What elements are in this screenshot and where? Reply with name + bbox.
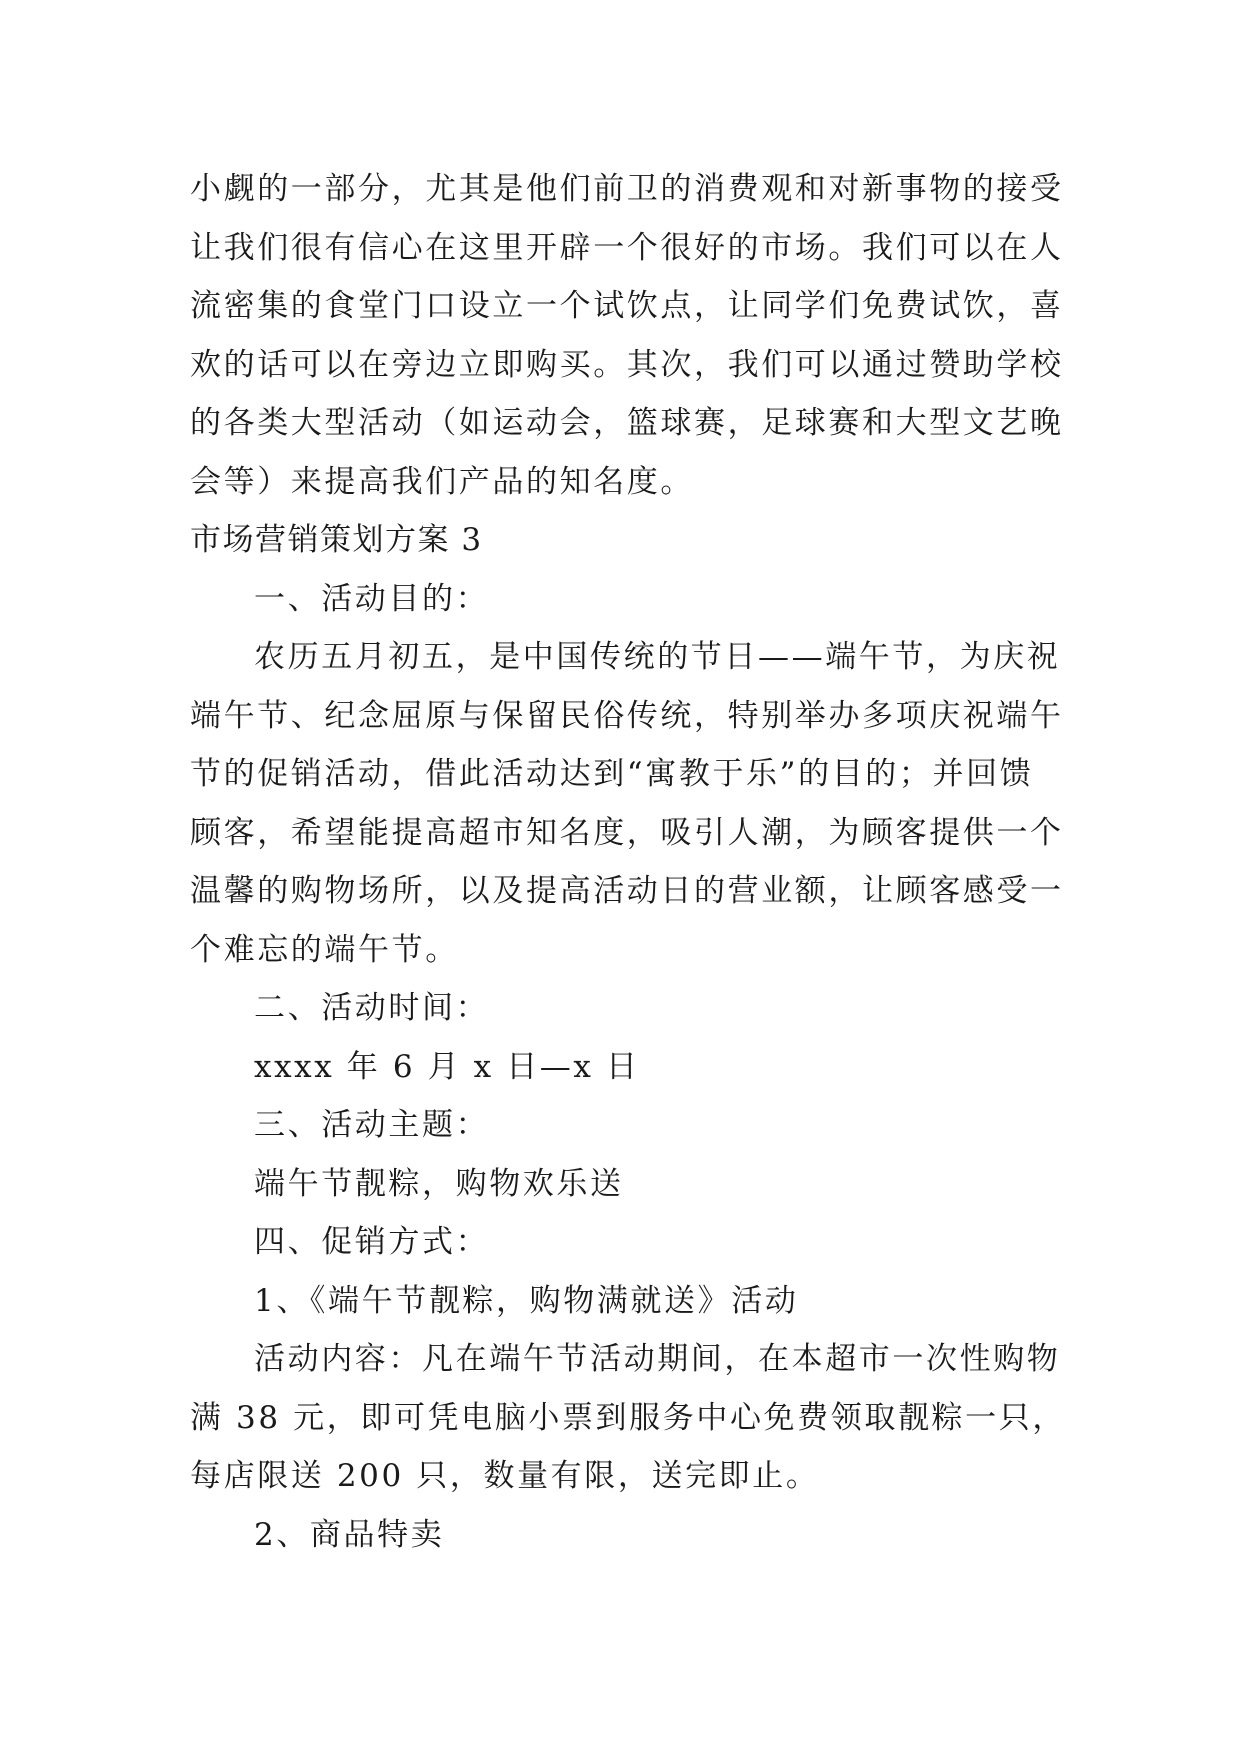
- section4-item1-line-1: 活动内容：凡在端午节活动期间，在本超市一次性购物: [254, 1341, 1061, 1377]
- intro-line-5: 的各类大型活动（如运动会，篮球赛，足球赛和大型文艺晚: [190, 405, 1064, 441]
- section1-heading: 一、活动目的：: [254, 580, 490, 617]
- section4-item1-line-3: 每店限送 200 只，数量有限，送完即止。: [190, 1458, 820, 1494]
- section2-value: xxxx 年 6 月 x 日—x 日: [254, 1048, 640, 1085]
- section1-line-6: 个难忘的端午节。: [190, 931, 459, 968]
- section1-line-3: 节的促销活动，借此活动达到“寓教于乐”的目的；并回馈: [190, 756, 1034, 792]
- intro-line-4: 欢的话可以在旁边立即购买。其次，我们可以通过赞助学校: [190, 346, 1064, 383]
- document-body: [190, 160, 1066, 1564]
- section1-line-5: 温馨的购物场所，以及提高活动日的营业额，让顾客感受一: [190, 873, 1064, 909]
- intro-line-3: 流密集的食堂门口设立一个试饮点，让同学们免费试饮，喜: [190, 288, 1064, 324]
- section4-heading: 四、促销方式：: [254, 1224, 490, 1260]
- section4-item1-title: 1、《端午节靓粽，购物满就送》活动: [254, 1282, 799, 1319]
- section1-line-2: 端午节、纪念屈原与保留民俗传统，特别举办多项庆祝端午: [190, 697, 1064, 734]
- intro-line-2: 让我们很有信心在这里开辟一个很好的市场。我们可以在人: [190, 229, 1064, 266]
- section3-heading: 三、活动主题：: [254, 1107, 490, 1143]
- section1-line-4: 顾客，希望能提高超市知名度，吸引人潮，为顾客提供一个: [190, 814, 1064, 851]
- section1-line-1: 农历五月初五，是中国传统的节日——端午节，为庆祝: [254, 639, 1061, 675]
- section2-heading: 二、活动时间：: [254, 990, 490, 1026]
- section4-item1-line-2: 满 38 元，即可凭电脑小票到服务中心免费领取靓粽一只，: [190, 1399, 1066, 1436]
- section4-item2-title: 2、商品特卖: [254, 1516, 445, 1553]
- section-title: 市场营销策划方案 3: [190, 522, 483, 558]
- intro-line-1: 小觑的一部分，尤其是他们前卫的消费观和对新事物的接受: [190, 171, 1064, 207]
- intro-line-6: 会等）来提高我们产品的知名度。: [190, 463, 694, 500]
- section3-value: 端午节靓粽，购物欢乐送: [254, 1165, 624, 1202]
